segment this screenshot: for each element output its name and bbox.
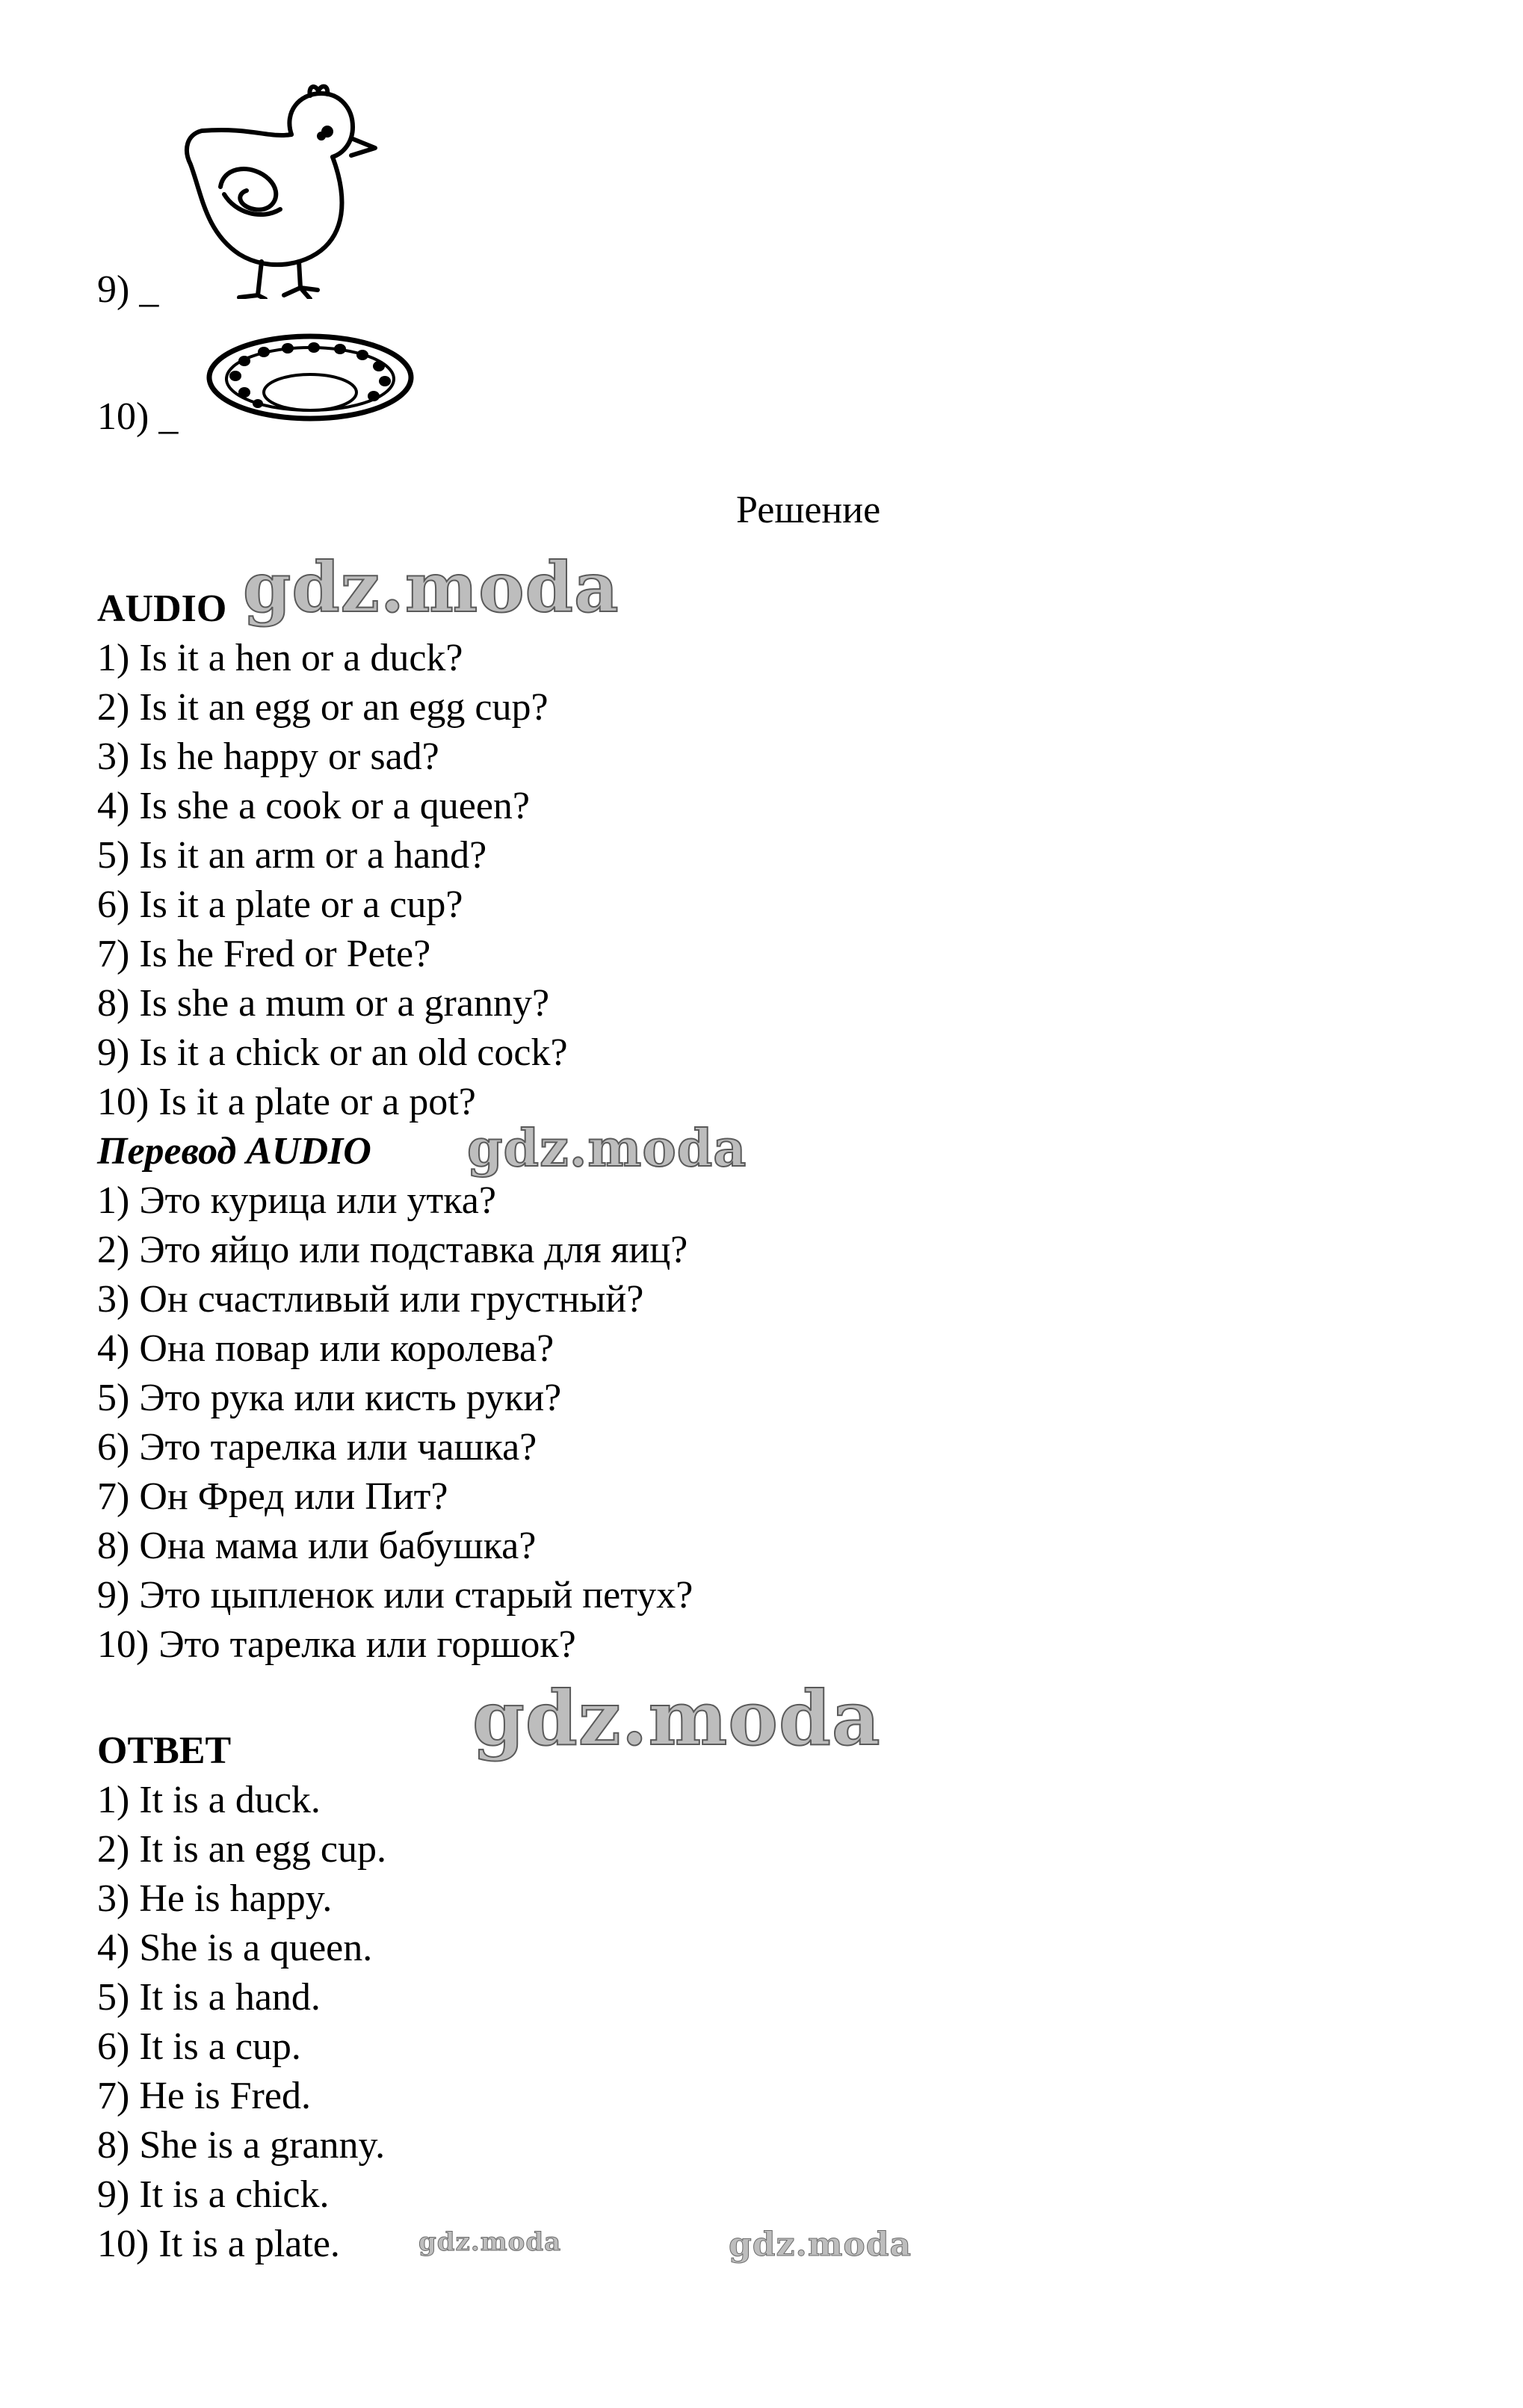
answer-heading: ОТВЕТ xyxy=(97,1729,232,1772)
translation-line-5: 5) Это рука или кисть руки? xyxy=(97,1377,562,1419)
audio-line-1: 1) Is it a hen or a duck? xyxy=(97,637,463,679)
answer-line-4: 4) She is a queen. xyxy=(97,1927,373,1969)
audio-line-6: 6) Is it a plate or a cup? xyxy=(97,883,463,926)
translation-line-4: 4) Она повар или королева? xyxy=(97,1327,554,1370)
audio-heading: AUDIO xyxy=(97,587,227,630)
answer-line-6: 6) It is a cup. xyxy=(97,2025,301,2068)
solution-heading: Решение xyxy=(736,489,881,531)
audio-line-9: 9) Is it a chick or an old cock? xyxy=(97,1031,568,1074)
answer-line-9: 9) It is a chick. xyxy=(97,2173,330,2216)
audio-line-3: 3) Is he happy or sad? xyxy=(97,735,439,778)
translation-line-10: 10) Это тарелка или горшок? xyxy=(97,1623,576,1666)
plate-icon xyxy=(206,333,415,422)
watermark: gdz.moda xyxy=(729,2226,912,2264)
exercise-item-9: 9) _ xyxy=(97,268,159,311)
translation-line-1: 1) Это курица или утка? xyxy=(97,1179,496,1222)
translation-line-6: 6) Это тарелка или чашка? xyxy=(97,1426,537,1469)
translation-heading: Перевод AUDIO xyxy=(97,1130,371,1173)
translation-line-8: 8) Она мама или бабушка? xyxy=(97,1525,537,1567)
answer-line-1: 1) It is a duck. xyxy=(97,1779,321,1821)
audio-line-10: 10) Is it a plate or a pot? xyxy=(97,1081,476,1123)
audio-line-4: 4) Is she a cook or a queen? xyxy=(97,785,530,827)
watermark: gdz.moda xyxy=(243,547,620,628)
audio-line-2: 2) Is it an egg or an egg cup? xyxy=(97,686,549,729)
translation-line-2: 2) Это яйцо или подставка для яиц? xyxy=(97,1229,688,1271)
audio-line-5: 5) Is it an arm or a hand? xyxy=(97,834,487,877)
answer-line-7: 7) He is Fred. xyxy=(97,2075,311,2117)
answer-line-3: 3) He is happy. xyxy=(97,1877,333,1920)
chick-icon xyxy=(179,82,381,299)
audio-line-8: 8) Is she a mum or a granny? xyxy=(97,982,550,1025)
translation-line-9: 9) Это цыпленок или старый петух? xyxy=(97,1574,693,1617)
audio-line-7: 7) Is he Fred or Pete? xyxy=(97,933,431,975)
answer-line-8: 8) She is a granny. xyxy=(97,2124,386,2167)
watermark: gdz.moda xyxy=(472,1674,881,1762)
watermark: gdz.moda xyxy=(418,2227,562,2257)
exercise-item-10: 10) _ xyxy=(97,395,179,438)
answer-line-2: 2) It is an egg cup. xyxy=(97,1828,387,1871)
answer-line-10: 10) It is a plate. xyxy=(97,2223,340,2265)
watermark: gdz.moda xyxy=(467,1119,747,1179)
answer-line-5: 5) It is a hand. xyxy=(97,1976,321,2019)
translation-line-3: 3) Он счастливый или грустный? xyxy=(97,1278,644,1321)
translation-line-7: 7) Он Фред или Пит? xyxy=(97,1475,448,1518)
